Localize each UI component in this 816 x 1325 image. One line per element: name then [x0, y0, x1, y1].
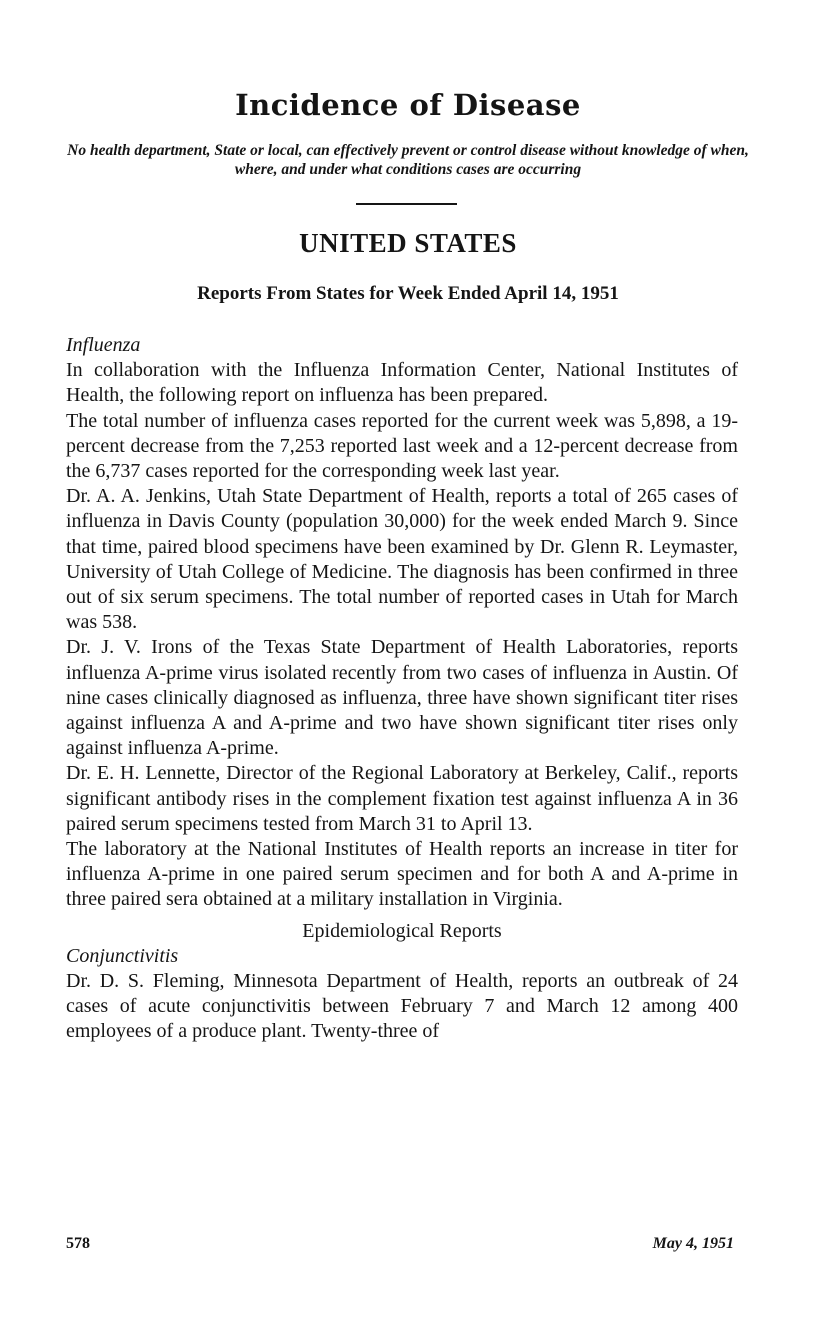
paragraph: The total number of influenza cases reported for the current week was 5,898, a 19-percent decrease from the 7,253 reported last week and a 12-percent decrease from the 6,737 cases reported for the corresponding week last year.	[66, 409, 738, 483]
divider	[356, 203, 457, 205]
conjunctivitis-heading: Conjunctivitis	[66, 944, 179, 967]
influenza-heading: Influenza	[66, 334, 141, 356]
paragraph: In collaboration with the Influenza Information Center, National Institutes of Health, the following report on influenza has been prepared.	[66, 359, 738, 407]
paragraph: The laboratory at the National Institutes of Health reports an increase in titer for influenza A-prime in one paired serum specimen and for both A and A-prime in three paired sera obtained at a military installation in Virginia.	[66, 838, 738, 911]
page-title: Incidence of Disease	[235, 88, 581, 122]
motto: No health department, State or local, can effectively prevent or control disease without knowledge of when, where, and under what conditions cases are occurring	[67, 142, 749, 178]
epidemiological-heading: Epidemiological Reports	[302, 919, 502, 942]
issue-date: May 4, 1951	[652, 1235, 734, 1252]
article-body	[66, 333, 738, 1045]
page-number: 578	[66, 1235, 90, 1252]
paragraph: Dr. E. H. Lennette, Director of the Regional Laboratory at Berkeley, Calif., reports significant antibody rises in the complement fixation test against influenza A in 36 paired serum specimens tested from March 31 to April 13.	[66, 762, 738, 835]
paragraph: Dr. D. S. Fleming, Minnesota Department of Health, reports an outbreak of 24 cases of acute conjunctivitis between February 7 and March 12 among 400 employees of a produce plant. Twenty-three of	[66, 970, 738, 1043]
section-title: UNITED STATES	[299, 228, 517, 258]
paragraph: Dr. J. V. Irons of the Texas State Department of Health Laboratories, reports influenza A-prime virus isolated recently from two cases of influenza in Austin. Of nine cases clinically diagnosed as influenza, three have shown significant titer rises against influenza A and A-prime and two have shown significant titer rises only against influenza A-prime.	[66, 636, 738, 760]
section-subtitle: Reports From States for Week Ended April 14, 1951	[197, 283, 619, 304]
paragraph: Dr. A. A. Jenkins, Utah State Department of Health, reports a total of 265 cases of influenza in Davis County (population 30,000) for the week ended March 9. Since that time, paired blood specimens have been examined by Dr. Glenn R. Leymaster, University of Utah College of Medicine. The diagnosis has been confirmed in three out of six serum specimens. The total number of reported cases in Utah for March was 538.	[66, 485, 738, 634]
